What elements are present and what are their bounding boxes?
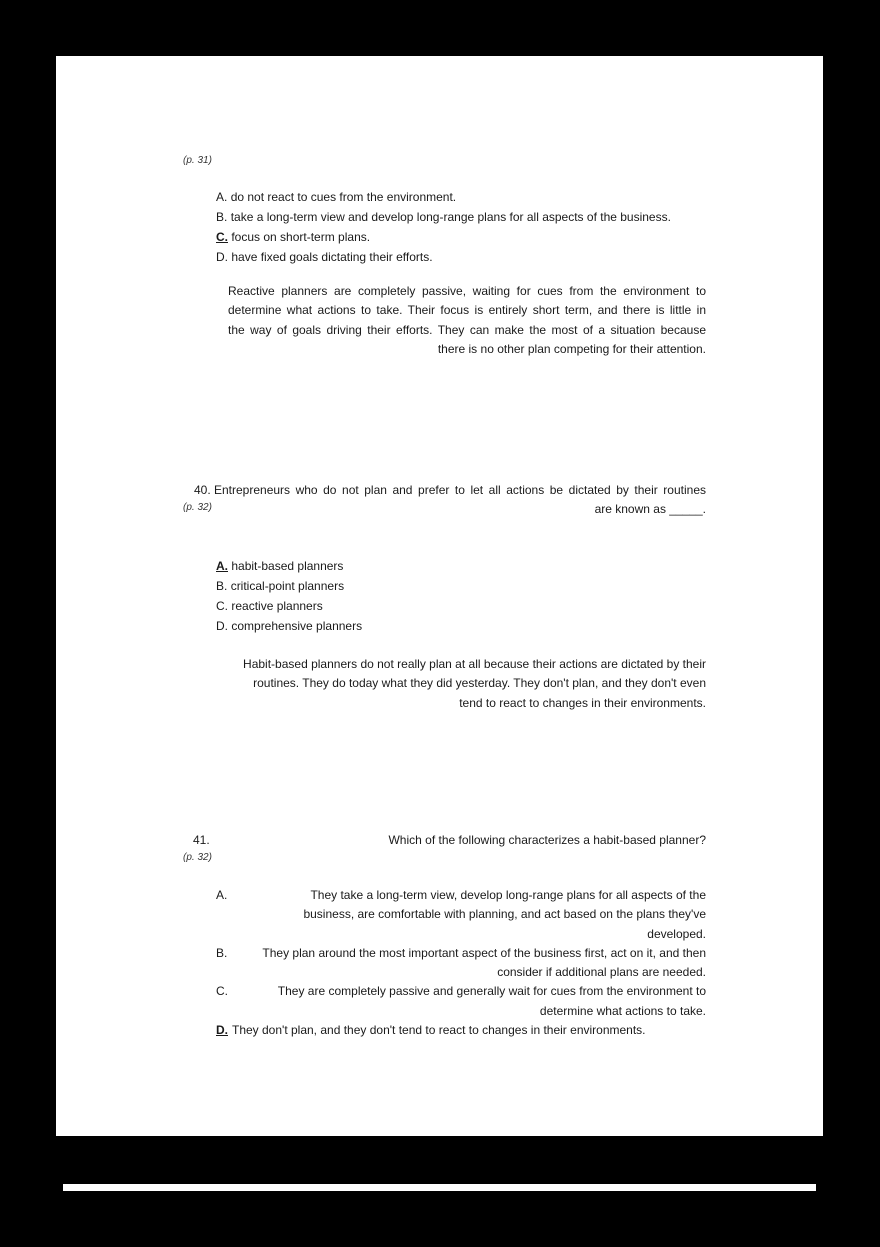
q41-option-d-line-1: They don't plan, and they don't tend to react to changes in their environments. [232, 1023, 646, 1038]
q39-option-d-text: have fixed goals dictating their efforts. [231, 250, 433, 264]
q41-question: Which of the following characterizes a habit-based planner? [388, 833, 706, 847]
q40-option-c-marker: C. [216, 599, 228, 613]
next-page-top-edge [63, 1184, 816, 1191]
q41-option-a-marker: A. [216, 888, 228, 902]
q41-option-a-line-2: business, are comfortable with planning, and act based on the plans they've [303, 907, 706, 922]
q40-option-d-marker: D. [216, 619, 228, 633]
q39-option-a-text: do not react to cues from the environment. [230, 190, 457, 204]
q41-option-c-line-2: determine what actions to take. [539, 1003, 706, 1018]
q39-page-reference: (p. 31) [183, 155, 212, 166]
q40-option-b-text: critical-point planners [230, 579, 345, 593]
q40-question-line-1: Entrepreneurs who do not plan and prefer to let all actions be dictated by their routines [214, 483, 706, 497]
q39-options [216, 187, 671, 267]
document-page [56, 56, 823, 1136]
q41-option-b-line-2: consider if additional plans are needed. [497, 965, 706, 980]
q41-correct-answer-marker: D. [216, 1023, 228, 1037]
q39-feedback-line-1: Reactive planners are completely passive, waiting for cues from the environment to [228, 284, 706, 298]
q40-option-b [216, 576, 362, 596]
q41-option-a-line-3: developed. [647, 926, 706, 941]
q40-feedback [206, 655, 706, 713]
q40-option-c [216, 596, 362, 616]
q41-option-a-line-1: They take a long-term view, develop long-range plans for all aspects of the [310, 888, 706, 902]
q39-option-b [216, 207, 671, 227]
q39-option-b-text: take a long-term view and develop long-range plans for all aspects of the business. [230, 210, 671, 224]
q39-option-a-marker: A. [216, 190, 228, 204]
q40-question [214, 481, 706, 520]
q40-option-a-text: habit-based planners [231, 559, 344, 573]
q41-options-text [232, 886, 706, 1040]
q40-feedback-line-3: tend to react to changes in their environments. [459, 695, 706, 710]
q40-option-d-text: comprehensive planners [231, 619, 363, 633]
q40-option-b-marker: B. [216, 579, 228, 593]
q39-option-a [216, 187, 671, 207]
q40-page-reference: (p. 32) [183, 502, 212, 513]
q39-feedback [228, 282, 706, 359]
q40-option-a [216, 556, 362, 576]
q39-option-c-text: focus on short-term plans. [231, 230, 371, 244]
q39-correct-answer-marker: C. [216, 230, 228, 244]
q39-feedback-line-4: there is no other plan competing for their attention. [437, 341, 706, 356]
q40-question-line-2: are known as _____. [594, 502, 706, 517]
q40-options [216, 556, 362, 636]
q39-option-b-marker: B. [216, 210, 228, 224]
q39-option-d [216, 247, 671, 267]
q41-option-b-marker: B. [216, 946, 228, 960]
q39-option-d-marker: D. [216, 250, 228, 264]
q41-number: 41. [193, 833, 210, 847]
q39-option-c [216, 227, 671, 247]
q40-correct-answer-marker: A. [216, 559, 228, 573]
q39-feedback-line-2: determine what actions to take. Their focus is entirely short term, and there is little in [228, 303, 706, 318]
q39-feedback-line-3: the way of goals driving their efforts. They can make the most of a situation because [228, 322, 706, 337]
q41-option-b-line-1: They plan around the most important aspect of the business first, act on it, and then [262, 945, 706, 960]
q41-option-c-marker: C. [216, 984, 228, 998]
q41-page-reference: (p. 32) [183, 852, 212, 863]
q40-option-d [216, 616, 362, 636]
q40-option-c-text: reactive planners [231, 599, 323, 613]
q41-option-c-line-1: They are completely passive and generally wait for cues from the environment to [277, 984, 706, 999]
q40-number: 40. [194, 483, 211, 497]
q40-feedback-line-2: routines. They do today what they did yesterday. They don't plan, and they don't even [253, 676, 706, 691]
q40-feedback-line-1: Habit-based planners do not really plan at all because their actions are dictated by their [243, 657, 706, 671]
